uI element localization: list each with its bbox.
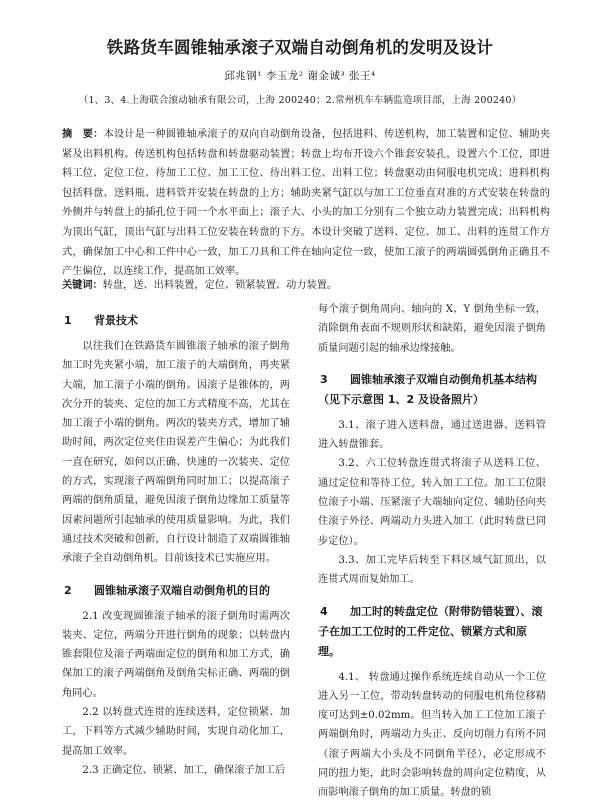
- paper-title: 铁路货车圆锥轴承滚子双端自动倒角机的发明及设计: [106, 38, 494, 57]
- section-2-heading: [62, 581, 290, 601]
- section-2-number: 2: [64, 583, 72, 597]
- section-1-paragraph: 以往我们在铁路货车圆锥滚子轴承的滚子倒角加工时先夹紧小端，加工滚子的大端倒角，再夹紧大端，加工滚子小端的倒角。因滚子是锥体的，两次分开的装夹、定位的加工方式精度不高，尤其在加工滚子小端的倒角。两次的装夹方式，增加了辅助时间，两次定位夹住由误差产生偏心；为此我们一直在研究，如何以正确、快速的一次装夹、定位的方式，实现滚子两端倒角同时加工；以提高滚子两端的倒角质量，避免因滚子倒角边缘加工质量等因素问题所引起轴承的使用质量影响。为此，我们通过技术突破和创新，自行设计制造了双端圆锥轴承滚子全自动倒角机。目前该技术已实施应用。: [62, 341, 290, 565]
- keywords: [62, 277, 550, 295]
- section-3-paragraph-1: 3.1、滚子进入送料盘，通过送进器、送料管进入转盘锥套。: [318, 419, 546, 451]
- author-affiliation: （1、3、4.上海联合滚动轴承有限公司，上海 200240；2.常州机车车辆监造项目部，上海 200240）: [78, 95, 522, 106]
- section-3-number: 3: [320, 372, 328, 386]
- section-1-number: 1: [64, 314, 72, 327]
- section-4-number: 4: [320, 604, 328, 618]
- right-column: [318, 300, 546, 803]
- section-4-heading: [318, 602, 546, 662]
- section-3-title: 圆锥轴承滚子双端自动倒角机基本结构（见下示意图 1、2 及设备照片）: [318, 372, 537, 406]
- abstract-text: 本设计是一种圆锥轴承滚子的双向自动倒角设备，包括进料、传送机构，加工装置和定位、辅助夹紧及出料机构。传送机构包括转盘和转盘驱动装置；转盘上均布开设六个锥套安装孔，设置六个工位，即进料工位、定位工位、待加工工位、加工工位、待出料工位、出料工位；转盘驱动由伺服电机完成；进料机构包括料盘、送料瓶、进料管并安装在转盘的上方；辅助夹紧气缸以与加工工位垂直对准的方式安装在转盘的外侧并与转盘上的插孔位于同一个水平面上；滚子大、小头的加工分别有二个独立动力装置完成；出料机构为顶出气缸，顶出气缸与出料工位安装在转盘的下方。本设计突破了送料、定位、加工、出料的连贯工作方式，确保加工中心和工件中心一致，加工刀具和工件在轴向定位一致，使加工滚子的两端圆弧倒角正确且不产生偏位，以连续工作，提高加工效率。: [62, 129, 551, 278]
- keywords-text: 转盘，送、出料装置，定位、锁紧装置、动力装置。: [102, 280, 338, 291]
- section-3-heading: [318, 370, 546, 410]
- keywords-label: 关键词：: [62, 280, 103, 291]
- section-2-paragraph-2: 2.2 以转盘式连贯的连续送料，定位锁紧、加工，下料等方式减少辅助时间，实现自动化加工，提高加工效率。: [62, 707, 290, 757]
- section-3-paragraph-2: 3.2、六工位转盘连贯式将滚子从送料工位、通过定位和等待工位，转入加工工位。加工工位限位滚子小端、压紧滚子大端轴向定位、辅助径向夹住滚子外径、两端动力头进入加工（此时转盘已同步定位）。: [318, 458, 546, 547]
- section-4-paragraph-1: 4.1、 转盘通过操作系统连续自动从一个工位进入另一工位，带动转盘转动的伺服电机角位移精度可达到±0.02mm。但当转入加工工位加工滚子两端倒角时，两端动力头正、反向切削力有所不同（滚子两端大小头及不同倒角半径），必定形成不同的扭力矩，此时会影响转盘的周向定位精度，从而影响滚子倒角的加工质量。转盘的锁: [318, 671, 546, 799]
- abstract: [62, 125, 550, 282]
- section-1-heading: [62, 311, 290, 331]
- section-2-title: 圆锥轴承滚子双端自动倒角机的目的: [94, 583, 270, 597]
- section-2-paragraph-3: 2.3 正确定位、锁紧、加工，确保滚子加工后: [82, 764, 286, 776]
- section-4-title: 加工时的转盘定位（附带防错装置）、滚子在加工工位时的工件定位、锁紧方式和原理。: [318, 604, 543, 658]
- continued-paragraph: 每个滚子倒角周向、轴向的 X、Y 倒角坐标一致，消除倒角表面不规则形状和缺陷，避免因滚子倒角质量问题引起的轴承边缘接触。: [318, 304, 546, 354]
- section-2-paragraph-1: 2.1 改变现圆锥滚子轴承的滚子倒角时需两次装夹、定位，两端分开进行倒角的现象；以转盘内锥套限位及滚子两端面定位的倒角和加工方式，确保加工的滚子两端倒角及倒角尖标正确、两端的倒角同心。: [62, 610, 290, 699]
- author-list: 邱兆钢¹ 李玉龙² 谢金诚³ 张王⁴: [224, 70, 376, 82]
- abstract-label: 摘 要：: [62, 129, 104, 140]
- section-1-title: 背景技术: [94, 314, 138, 327]
- left-column: [62, 305, 290, 780]
- section-3-paragraph-3: 3.3、加工完毕后转至下料区域气缸顶出，以连贯式周而复始加工。: [318, 554, 546, 586]
